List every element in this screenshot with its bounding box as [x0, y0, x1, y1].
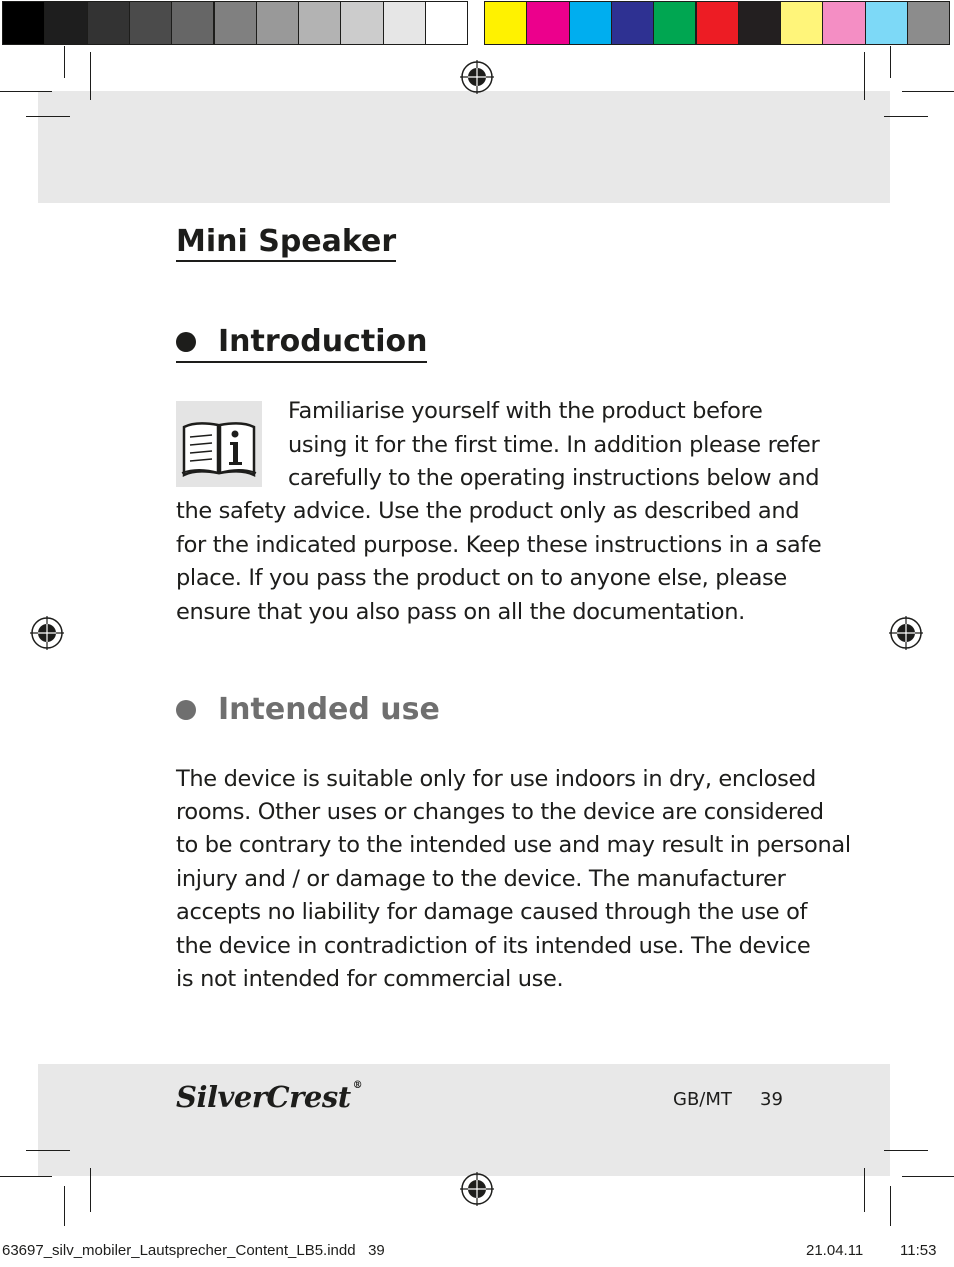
intended-use-line: to be contrary to the intended use and may result in personal — [176, 832, 851, 858]
intended-use-line: rooms. Other uses or changes to the device are considered — [176, 799, 824, 825]
color-swatch — [298, 1, 341, 45]
bullet-icon — [176, 700, 196, 720]
info-book-icon — [176, 401, 262, 487]
color-swatch — [611, 1, 654, 45]
slug-filename: 63697_silv_mobiler_Lautsprecher_Content_LB5.indd 39 — [2, 1242, 385, 1259]
color-swatch — [44, 1, 87, 45]
color-swatch — [526, 1, 569, 45]
color-swatch — [214, 1, 257, 45]
brand-logo — [176, 1080, 362, 1114]
intro-line: ensure that you also pass on all the documentation. — [176, 599, 745, 625]
color-swatch — [425, 1, 468, 45]
color-swatch — [653, 1, 696, 45]
brand-name: SilverCrest — [176, 1080, 351, 1114]
intended-use-line: is not intended for commercial use. — [176, 966, 564, 992]
header-band — [38, 91, 890, 203]
registration-mark-icon — [889, 616, 923, 650]
section-heading-text: Introduction — [218, 324, 428, 359]
color-swatch — [780, 1, 823, 45]
color-swatch — [738, 1, 781, 45]
color-swatch — [87, 1, 130, 45]
color-swatch — [822, 1, 865, 45]
registered-mark: ® — [352, 1080, 363, 1091]
page-title: Mini Speaker — [176, 224, 396, 262]
bullet-icon — [176, 332, 196, 352]
intro-line: the safety advice. Use the product only as described and — [176, 498, 800, 524]
color-swatch — [256, 1, 299, 45]
intro-line: using it for the first time. In addition please refer — [288, 432, 820, 458]
section-heading-intended-use — [176, 692, 440, 728]
color-swatch — [696, 1, 739, 45]
intro-line: carefully to the operating instructions below and — [288, 465, 820, 491]
section-heading-introduction — [176, 324, 427, 363]
color-swatch — [484, 1, 527, 45]
intended-use-line: accepts no liability for damage caused through the use of — [176, 899, 808, 925]
color-swatch — [569, 1, 612, 45]
color-swatch — [2, 1, 45, 45]
color-swatch — [865, 1, 908, 45]
intended-use-line: injury and / or damage to the device. The manufacturer — [176, 866, 786, 892]
intended-use-line: the device in contradiction of its intended use. The device — [176, 933, 811, 959]
locale-label: GB/MT — [673, 1089, 732, 1110]
registration-mark-icon — [30, 616, 64, 650]
section-heading-text: Intended use — [218, 692, 440, 727]
intended-use-line: The device is suitable only for use indoors in dry, enclosed — [176, 766, 816, 792]
intro-line: place. If you pass the product on to anyone else, please — [176, 565, 787, 591]
footer-band — [38, 1064, 890, 1176]
intro-line: for the indicated purpose. Keep these instructions in a safe — [176, 532, 822, 558]
registration-mark-icon — [460, 60, 494, 94]
color-swatch — [383, 1, 426, 45]
color-swatch — [171, 1, 214, 45]
slug-time: 11:53 — [900, 1242, 937, 1259]
slug-date: 21.04.11 — [806, 1242, 864, 1259]
page-number: 39 — [760, 1089, 783, 1110]
color-swatch — [340, 1, 383, 45]
color-swatch — [907, 1, 950, 45]
color-swatch — [129, 1, 172, 45]
registration-mark-icon — [460, 1172, 494, 1206]
intro-line: Familiarise yourself with the product before — [288, 398, 763, 424]
